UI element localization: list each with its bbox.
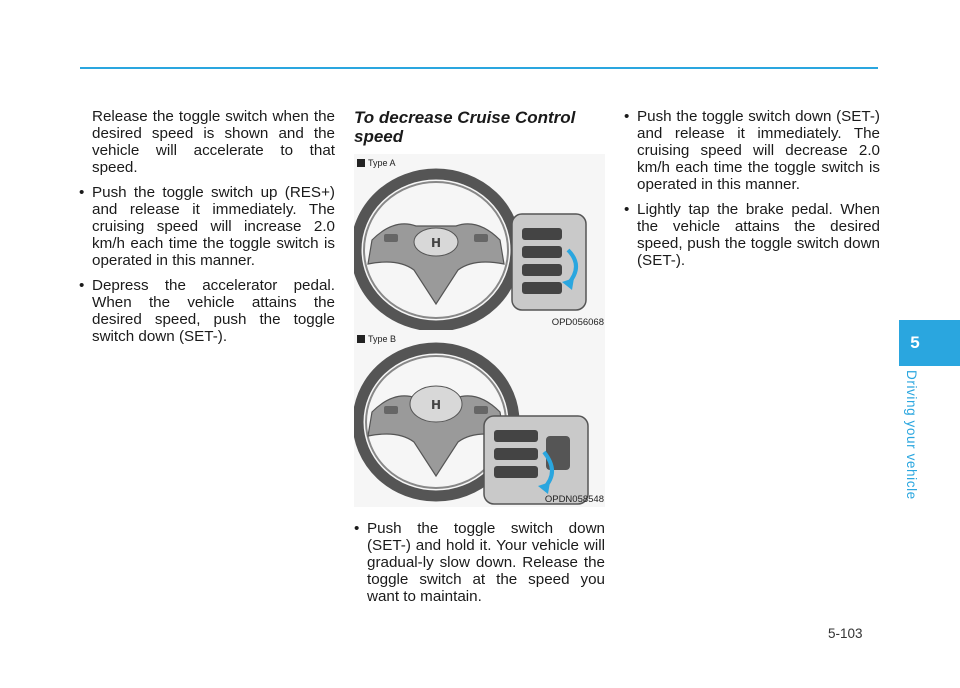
steering-wheel-illustration-a xyxy=(354,154,605,330)
bullet-text: Lightly tap the brake pedal. When the vehicle attains the desired speed, push the toggle switch down (SET-). xyxy=(637,201,880,269)
list-item xyxy=(624,201,880,269)
svg-text:H: H xyxy=(430,236,442,250)
chapter-title: Driving your vehicle xyxy=(904,370,919,500)
list-item xyxy=(624,108,880,193)
square-bullet-icon xyxy=(357,335,365,343)
bullet-dot: • xyxy=(354,520,360,537)
bullet-text: Push the toggle switch up (RES+) and release it immediately. The cruising speed will increase 2.0 km/h each time the toggle switch is operated in this manner. xyxy=(92,184,335,269)
svg-text:H: H xyxy=(430,398,442,412)
bullet-text: Push the toggle switch down (SET-) and release it immediately. The cruising speed will decrease 2.0 km/h each time the toggle switch is operated in this manner. xyxy=(637,108,880,193)
list-item xyxy=(79,184,335,269)
figure-label xyxy=(357,158,396,168)
bullet-dot: • xyxy=(79,184,85,201)
column-3 xyxy=(624,108,880,277)
figure-type-b xyxy=(354,330,605,507)
figure-label-text: Type B xyxy=(368,334,397,344)
list-item xyxy=(79,277,335,345)
bullet-text: Depress the accelerator pedal. When the vehicle attains the desired speed, push the toggle switch down (SET-). xyxy=(92,277,335,345)
figure-code: OPDN058548 xyxy=(544,494,604,505)
bullet-dot: • xyxy=(79,277,85,294)
square-bullet-icon xyxy=(357,159,365,167)
figure-label xyxy=(357,334,396,344)
steering-wheel-illustration-b xyxy=(354,330,605,507)
figure-code: OPD056068 xyxy=(551,317,604,328)
section-heading: To decrease Cruise Control speed xyxy=(354,108,576,146)
bullet-dot: • xyxy=(624,108,630,125)
bullet-dot: • xyxy=(624,201,630,218)
column-2-text xyxy=(354,520,605,613)
figure-type-a xyxy=(354,154,605,330)
header-rule xyxy=(80,67,878,69)
bullet-text: Push the toggle switch down (SET-) and hold it. Your vehicle will gradual-ly slow down. Release the toggle switch at the speed you want to maintain. xyxy=(367,520,605,605)
figure-label-text: Type A xyxy=(368,158,396,168)
page-number: 5-103 xyxy=(828,626,863,641)
intro-paragraph: Release the toggle switch when the desired speed is shown and the vehicle will accelerate to that speed. xyxy=(92,108,335,176)
chapter-number: 5 xyxy=(910,333,920,352)
column-1 xyxy=(79,108,335,353)
list-item xyxy=(354,520,605,605)
